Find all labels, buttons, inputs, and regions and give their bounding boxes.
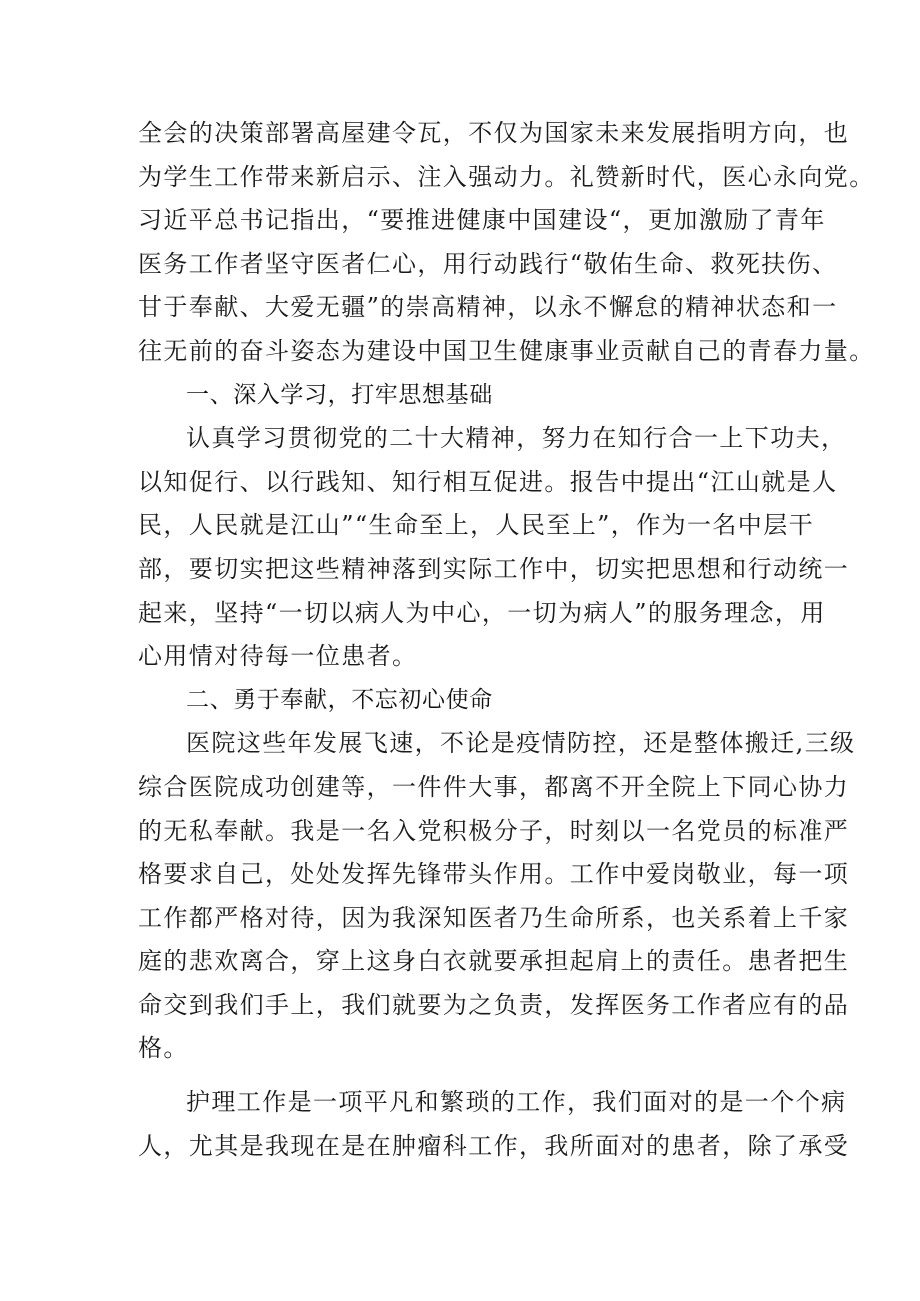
text-line: 以知促行、以行践知、知行相互促进。报告中提出“江山就是人 — [138, 467, 838, 496]
text-line: 认真学习贯彻党的二十大精神，努力在知行合一上下功夫， — [186, 424, 847, 453]
text-line: 护理工作是一项平凡和繁琐的工作，我们面对的是一个个病 — [186, 1088, 847, 1117]
text-line: 医院这些年发展飞速，不论是疫情防控，还是整体搬迁,三级 — [186, 729, 856, 758]
text-line: 人，尤其是我现在是在肿瘤科工作，我所面对的患者，除了承受 — [138, 1131, 850, 1160]
text-line: 的无私奉献。我是一名入党积极分子，时刻以一名党员的标准严 — [138, 816, 850, 845]
text-line: 起来，坚持“一切以病人为中心，一切为病人”的服务理念，用 — [138, 598, 826, 627]
text-line: 格。 — [138, 1034, 189, 1063]
text-line: 往无前的奋斗姿态为建设中国卫生健康事业贡献自己的青春力量。 — [138, 336, 875, 365]
text-line: 综合医院成功创建等，一件件大事，都离不开全院上下同心协力 — [138, 772, 850, 801]
text-line: 工作都严格对待，因为我深知医者乃生命所系，也关系着上千家 — [138, 903, 850, 932]
text-line: 全会的决策部署高屋建令瓦，不仅为国家未来发展指明方向，也 — [138, 119, 850, 147]
document-body — [138, 112, 875, 1168]
paragraph — [138, 1081, 850, 1168]
text-line: 民，人民就是江山”“生命至上，人民至上”，作为一名中层干 — [138, 511, 815, 540]
text-line: 格要求自己，处处发挥先锋带头作用。工作中爱岗敬业，每一项 — [138, 860, 850, 889]
paragraph — [138, 417, 850, 679]
paragraph-spacer — [138, 1071, 786, 1081]
text-line: 庭的悲欢离合，穿上这身白衣就要承担起肩上的责任。患者把生 — [138, 947, 850, 976]
text-line: 医务工作者坚守医者仁心，用行动践行“敬佑生命、救死扶伤、 — [138, 249, 838, 278]
text-line: 习近平总书记指出，“要推进健康中国建设“，更加激励了青年 — [138, 206, 826, 235]
section-heading: 二、勇于奉献，不忘初心使命 — [186, 686, 493, 713]
text-line: 甘于奉献、大爱无疆”的崇高精神，以永不懈怠的精神状态和一 — [138, 293, 838, 322]
text-line: 部，要切实把这些精神落到实际工作中，切实把思想和行动统一 — [138, 554, 850, 583]
text-line: 命交到我们手上，我们就要为之负责，发挥医务工作者应有的品 — [138, 990, 850, 1019]
paragraph — [138, 112, 875, 374]
section-heading: 一、深入学习，打牢思想基础 — [186, 381, 493, 408]
paragraph — [138, 722, 856, 1071]
text-line: 为学生工作带来新启示、注入强动力。礼赞新时代，医心永向党。 — [138, 162, 875, 191]
text-line: 心用情对待每一位患者。 — [138, 642, 418, 671]
